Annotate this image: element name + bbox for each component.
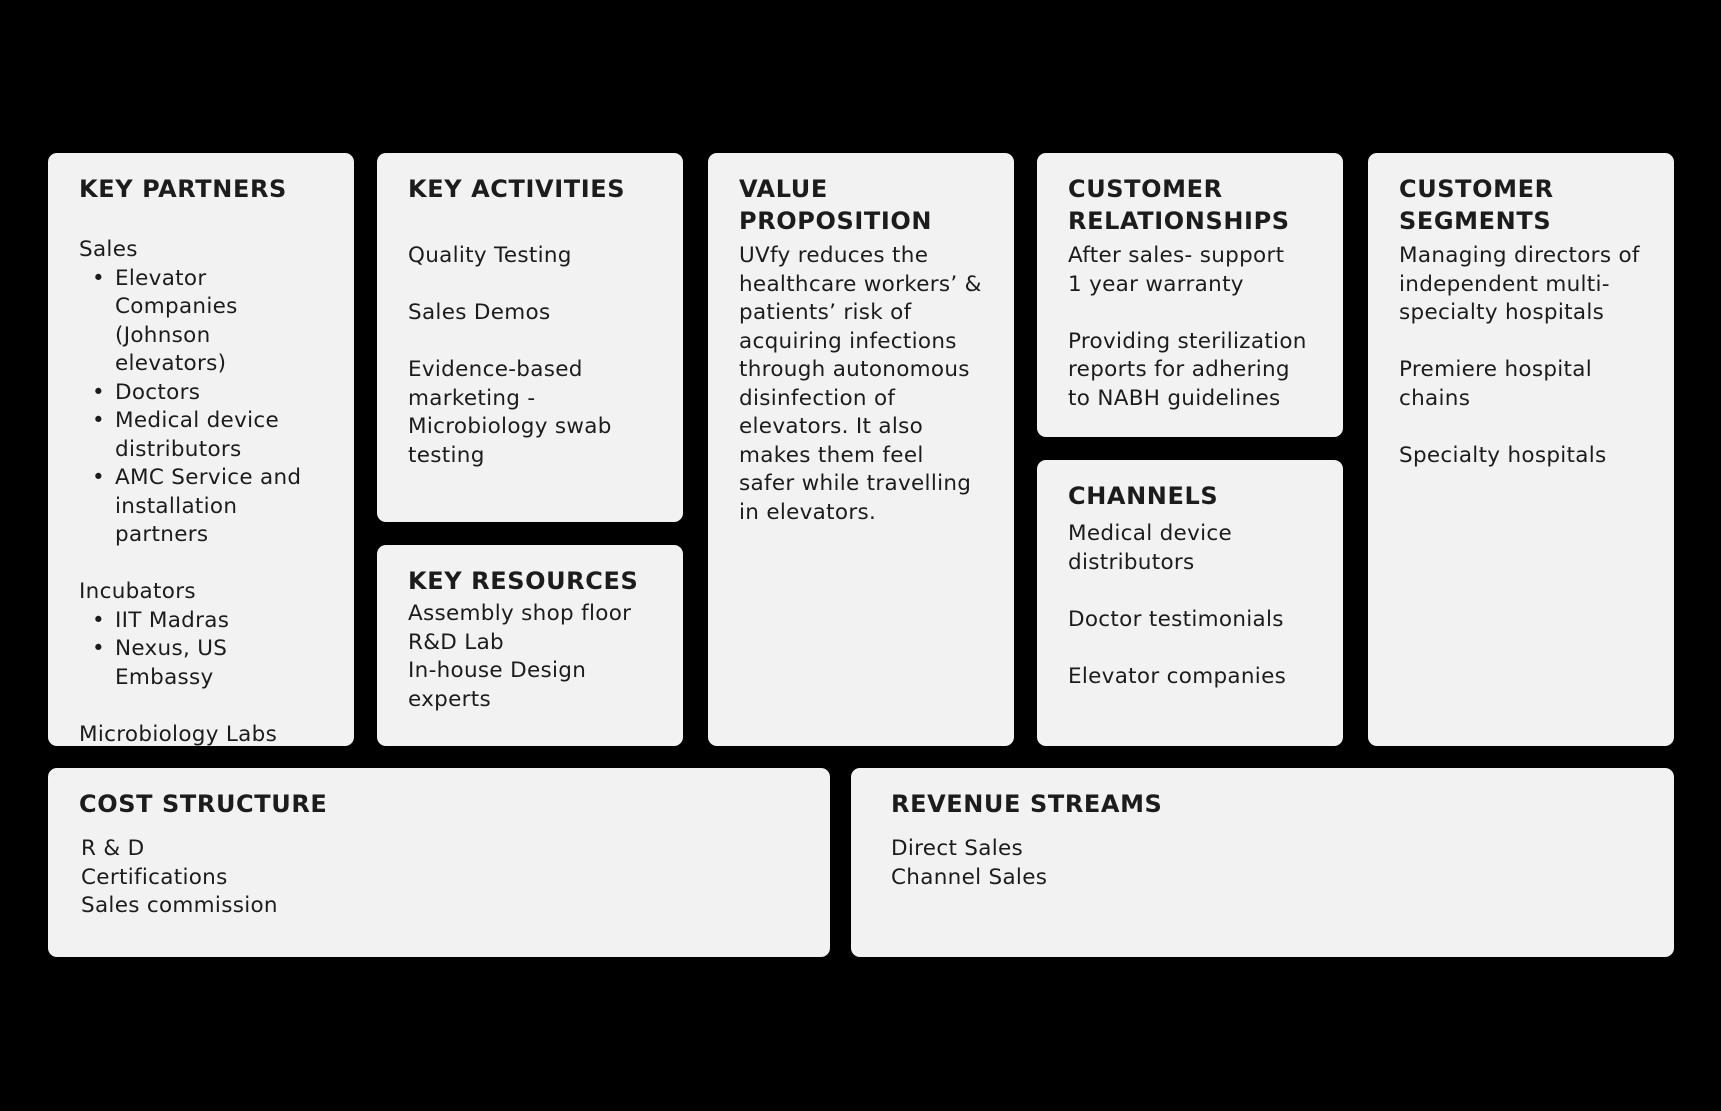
channels-title: CHANNELS bbox=[1068, 482, 1219, 510]
revenue-item: Channel Sales bbox=[891, 864, 1048, 890]
customer-relationships-title: CUSTOMER RELATIONSHIPS bbox=[1068, 175, 1290, 235]
resource-item: Assembly shop floor bbox=[408, 601, 632, 626]
revenue-item: Direct Sales bbox=[891, 836, 1024, 861]
value-proposition-title: VALUE PROPOSITION bbox=[739, 175, 933, 235]
channel-item: Elevator companies bbox=[1068, 663, 1287, 689]
sales-heading: Sales bbox=[79, 237, 138, 262]
cost-structure-title: COST STRUCTURE bbox=[79, 790, 328, 818]
incubators-heading: Incubators bbox=[79, 579, 196, 604]
channel-item: Medical device distributors bbox=[1068, 521, 1233, 575]
list-item: • Medical device distributors bbox=[79, 407, 326, 464]
resource-item: In-house Design experts bbox=[408, 658, 587, 712]
cost-item: R & D bbox=[81, 836, 145, 861]
channels-card bbox=[1037, 460, 1343, 746]
segment-item: Specialty hospitals bbox=[1399, 442, 1607, 468]
key-partners-title: KEY PARTNERS bbox=[79, 175, 287, 203]
activity-item: Sales Demos bbox=[408, 300, 551, 325]
labs-text: Microbiology Labs bbox=[79, 721, 278, 746]
key-activities-card bbox=[377, 153, 683, 522]
activity-item: Evidence-based marketing - Microbiology swab testing bbox=[408, 357, 612, 468]
customer-segments-card bbox=[1368, 153, 1674, 746]
customer-segments-title: CUSTOMER SEGMENTS bbox=[1399, 175, 1554, 235]
value-proposition-card bbox=[708, 153, 1014, 746]
cost-structure-card bbox=[48, 768, 830, 957]
list-item: • Nexus, US Embassy bbox=[79, 635, 326, 692]
revenue-streams-card bbox=[851, 768, 1674, 957]
customer-relationships-card bbox=[1037, 153, 1343, 437]
support-text: After sales- support bbox=[1068, 243, 1285, 268]
list-item: • IIT Madras bbox=[79, 607, 326, 636]
revenue-streams-title: REVENUE STREAMS bbox=[891, 790, 1163, 818]
list-item: • Elevator Companies (Johnson elevators) bbox=[79, 265, 326, 379]
segment-item: Premiere hospital chains bbox=[1399, 357, 1593, 411]
cost-item: Sales commission bbox=[81, 893, 278, 918]
activity-item: Quality Testing bbox=[408, 243, 572, 268]
key-partners-card bbox=[48, 153, 354, 746]
key-activities-title: KEY ACTIVITIES bbox=[408, 175, 626, 203]
segment-item: Managing directors of independent multi-specialty hospitals bbox=[1399, 243, 1640, 325]
key-resources-title: KEY RESOURCES bbox=[408, 567, 639, 595]
cost-item: Certifications bbox=[81, 864, 228, 890]
incubator-list bbox=[79, 607, 326, 693]
channel-item: Doctor testimonials bbox=[1068, 606, 1284, 632]
reports-text: Providing sterilization reports for adhering to NABH guidelines bbox=[1068, 328, 1307, 411]
resource-item: R&D Lab bbox=[408, 629, 504, 655]
warranty-text: 1 year warranty bbox=[1068, 271, 1244, 297]
sales-partner-list bbox=[79, 265, 326, 550]
list-item: • AMC Service and installation partners bbox=[79, 464, 326, 550]
value-proposition-text: UVfy reduces the healthcare workers’ & patients’ risk of acquiring infections through autonomous disinfection of elevators. It also makes them feel safer while travelling in elevators. bbox=[739, 243, 982, 525]
key-resources-card bbox=[377, 545, 683, 746]
list-item: • Doctors bbox=[79, 379, 326, 408]
